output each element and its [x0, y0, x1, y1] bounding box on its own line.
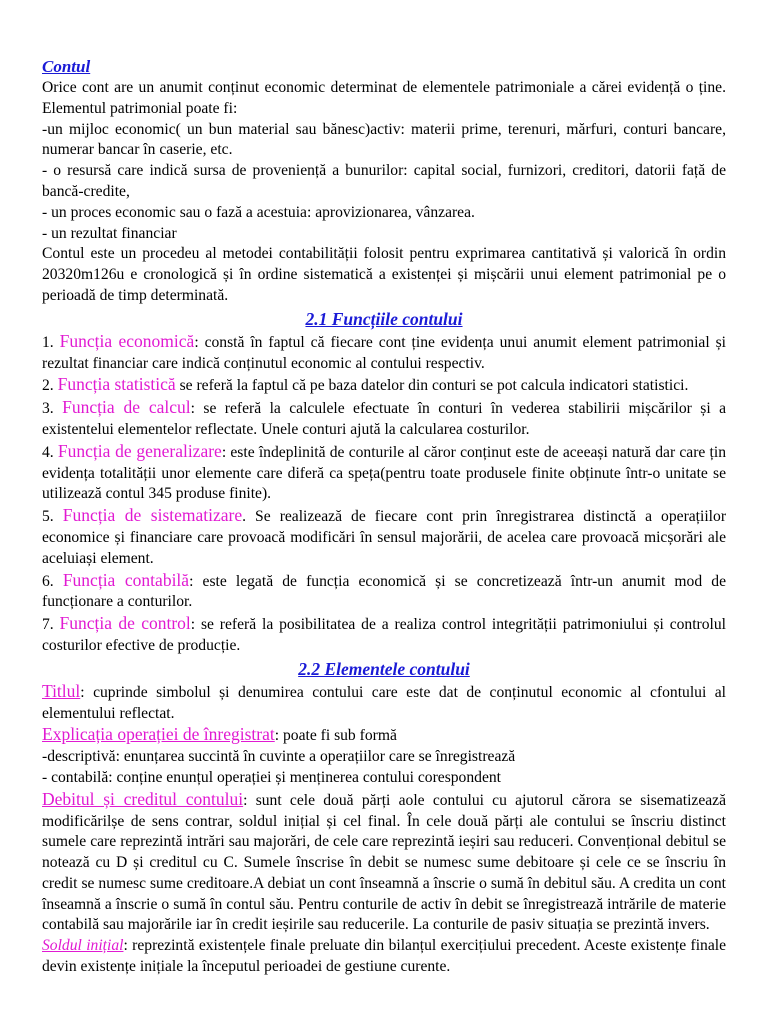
sold-initial-text: : reprezintă existențele finale preluate din bilanțul exercițiului precedent. Aceste existențe finale devin existențe inițiale la începutul perioadei de gestiune curente.: [42, 937, 726, 976]
sold-initial-paragraph: [42, 936, 726, 978]
function-item: [42, 505, 726, 569]
function-item: [42, 331, 726, 375]
function-label: Funcția de calcul: [62, 397, 191, 418]
function-item: [42, 613, 726, 657]
debit-credit-label: Debitul și creditul contului: [42, 788, 244, 809]
item-number: 2.: [42, 377, 58, 395]
debit-credit-text: : sunt cele două părți aole contului cu ajutorul cărora se sisematizează modificărilșe de sens contrar, soldul inițial și cel final. În cele două părți ale contului se înscriu distinct sumele care reprezintă intrări sau majorări, de cele care reprezintă ieșiri sau reduceri. Convențional debitul se notează cu D și creditul cu C. Sumele înscrise în debit se numesc sume debitoare și cele ce se înscriu în credit se numesc sume creditoare.A debiat un cont înseamnă a înscrie o sumă în debitul său. A credita un cont înseamnă a înscrie o sumă în contul său. Pentru conturile de activ în debit se înregistrează intrările de materie contabilă sau majorările iar în credit ieșirile sau reducerile. La conturile de pasiv situația se prezintă invers.: [42, 791, 727, 934]
function-text: : constă în faptul că fiecare cont ține evidența unui anumit element patrimonial și rezultat financiar care indică conținutul economic al contului respectiv.: [42, 333, 726, 372]
intro-paragraph: Orice cont are un anumit conținut economic determinat de elementele patrimoniale a cărei evidență o ține. Elementul patrimonial poate fi:: [42, 79, 726, 117]
titlul-paragraph: [42, 681, 726, 725]
titlul-text: : cuprinde simbolul și denumirea contului care este dat de conținutul economic al cfontului al elementului reflectat.: [42, 683, 726, 722]
function-text: : se referă la posibilitatea de a realiza control integrității patrimoniului și controlul costurilor efective de producție.: [42, 616, 726, 654]
explicatia-text: : poate fi sub formă: [274, 727, 397, 745]
function-label: Funcția contabilă: [62, 569, 190, 590]
explicatia-paragraph: [42, 724, 726, 747]
function-text: : este îndeplinită de conturile al căror conținut este de aceeași natură dar care țin evidența totalității unor elemente care diferă ca speța(pentru toate produsele finite obținute într-o unitate se utilizează contul 345 produse finite).: [42, 443, 727, 503]
function-text: se referă la faptul că pe baza datelor din conturi se pot calcula indicatori statistici.: [175, 377, 689, 395]
item-number: 3.: [42, 400, 63, 418]
function-label: Funcția statistică: [57, 374, 176, 395]
explicatia-label: Explicația operației de înregistrat: [42, 724, 275, 745]
intro-list-item: - o resursă care indică sursa de proveniență a bunurilor: capital social, furnizori, creditori, datorii față de bancă-credite,: [42, 162, 726, 200]
definition-paragraph: Contul este un procedeu al metodei contabilității folosit pentru exprimarea cantitativă și valorică în ordin 20320m126u e cronologică și în ordine sistematică a existenței și mișcării unui element patrimonial pe o perioadă de timp determinată.: [42, 245, 726, 304]
item-number: 6.: [42, 572, 63, 590]
function-item: [42, 374, 726, 397]
section-heading-elements: 2.2 Elementele contului: [298, 658, 470, 679]
intro-list-item: - un rezultat financiar: [42, 224, 177, 242]
function-label: Funcția economică: [59, 330, 195, 351]
function-label: Funcția de sistematizare: [62, 505, 243, 526]
debit-credit-paragraph: [42, 789, 726, 937]
titlul-label: Titlul: [42, 680, 81, 701]
page-title: Contul: [42, 57, 91, 76]
intro-list-item: - un proces economic sau o fază a acestuia: aprovizionarea, vânzarea.: [42, 203, 475, 221]
item-number: 5.: [42, 508, 63, 526]
sold-initial-label: Soldul inițial: [42, 937, 124, 955]
section-heading-functions: 2.1 Funcțiile contului: [305, 308, 463, 329]
document-page: [42, 56, 726, 978]
function-item: [42, 441, 726, 505]
function-text: : se referă la calculele efectuate în conturi în vederea stabilirii mișcărilor și a existentelui elementelor reflectate. Unele conturi ajută la calcularea costurilor.: [42, 400, 726, 438]
function-text: : este legată de funcția economică și se concretizează într-un anumit mod de funcționare a conturilor.: [42, 572, 726, 611]
function-label: Funcția de generalizare: [57, 440, 222, 461]
item-number: 1.: [42, 333, 60, 351]
explicatia-line: - contabilă: conține enunțul operației și menținerea contului corespondent: [42, 768, 501, 786]
function-text: . Se realizează de fiecare cont prin înregistrarea distinctă a operațiilor economice și financiare care provoacă modificări în sensul majorării, de acelea care provoacă micșorări ale aceluiași element.: [42, 508, 727, 567]
function-label: Funcția de control: [59, 613, 191, 634]
item-number: 4.: [42, 443, 58, 461]
function-item: [42, 570, 726, 614]
explicatia-line: -descriptivă: enunțarea succintă în cuvinte a operațiilor care se înregistrează: [42, 748, 516, 766]
intro-list-item: -un mijloc economic( un bun material sau bănesc)activ: materii prime, terenuri, mărfuri, conturi bancare, numerar bancar în caserie, etc.: [42, 120, 726, 159]
item-number: 7.: [42, 616, 60, 634]
function-item: [42, 397, 726, 441]
